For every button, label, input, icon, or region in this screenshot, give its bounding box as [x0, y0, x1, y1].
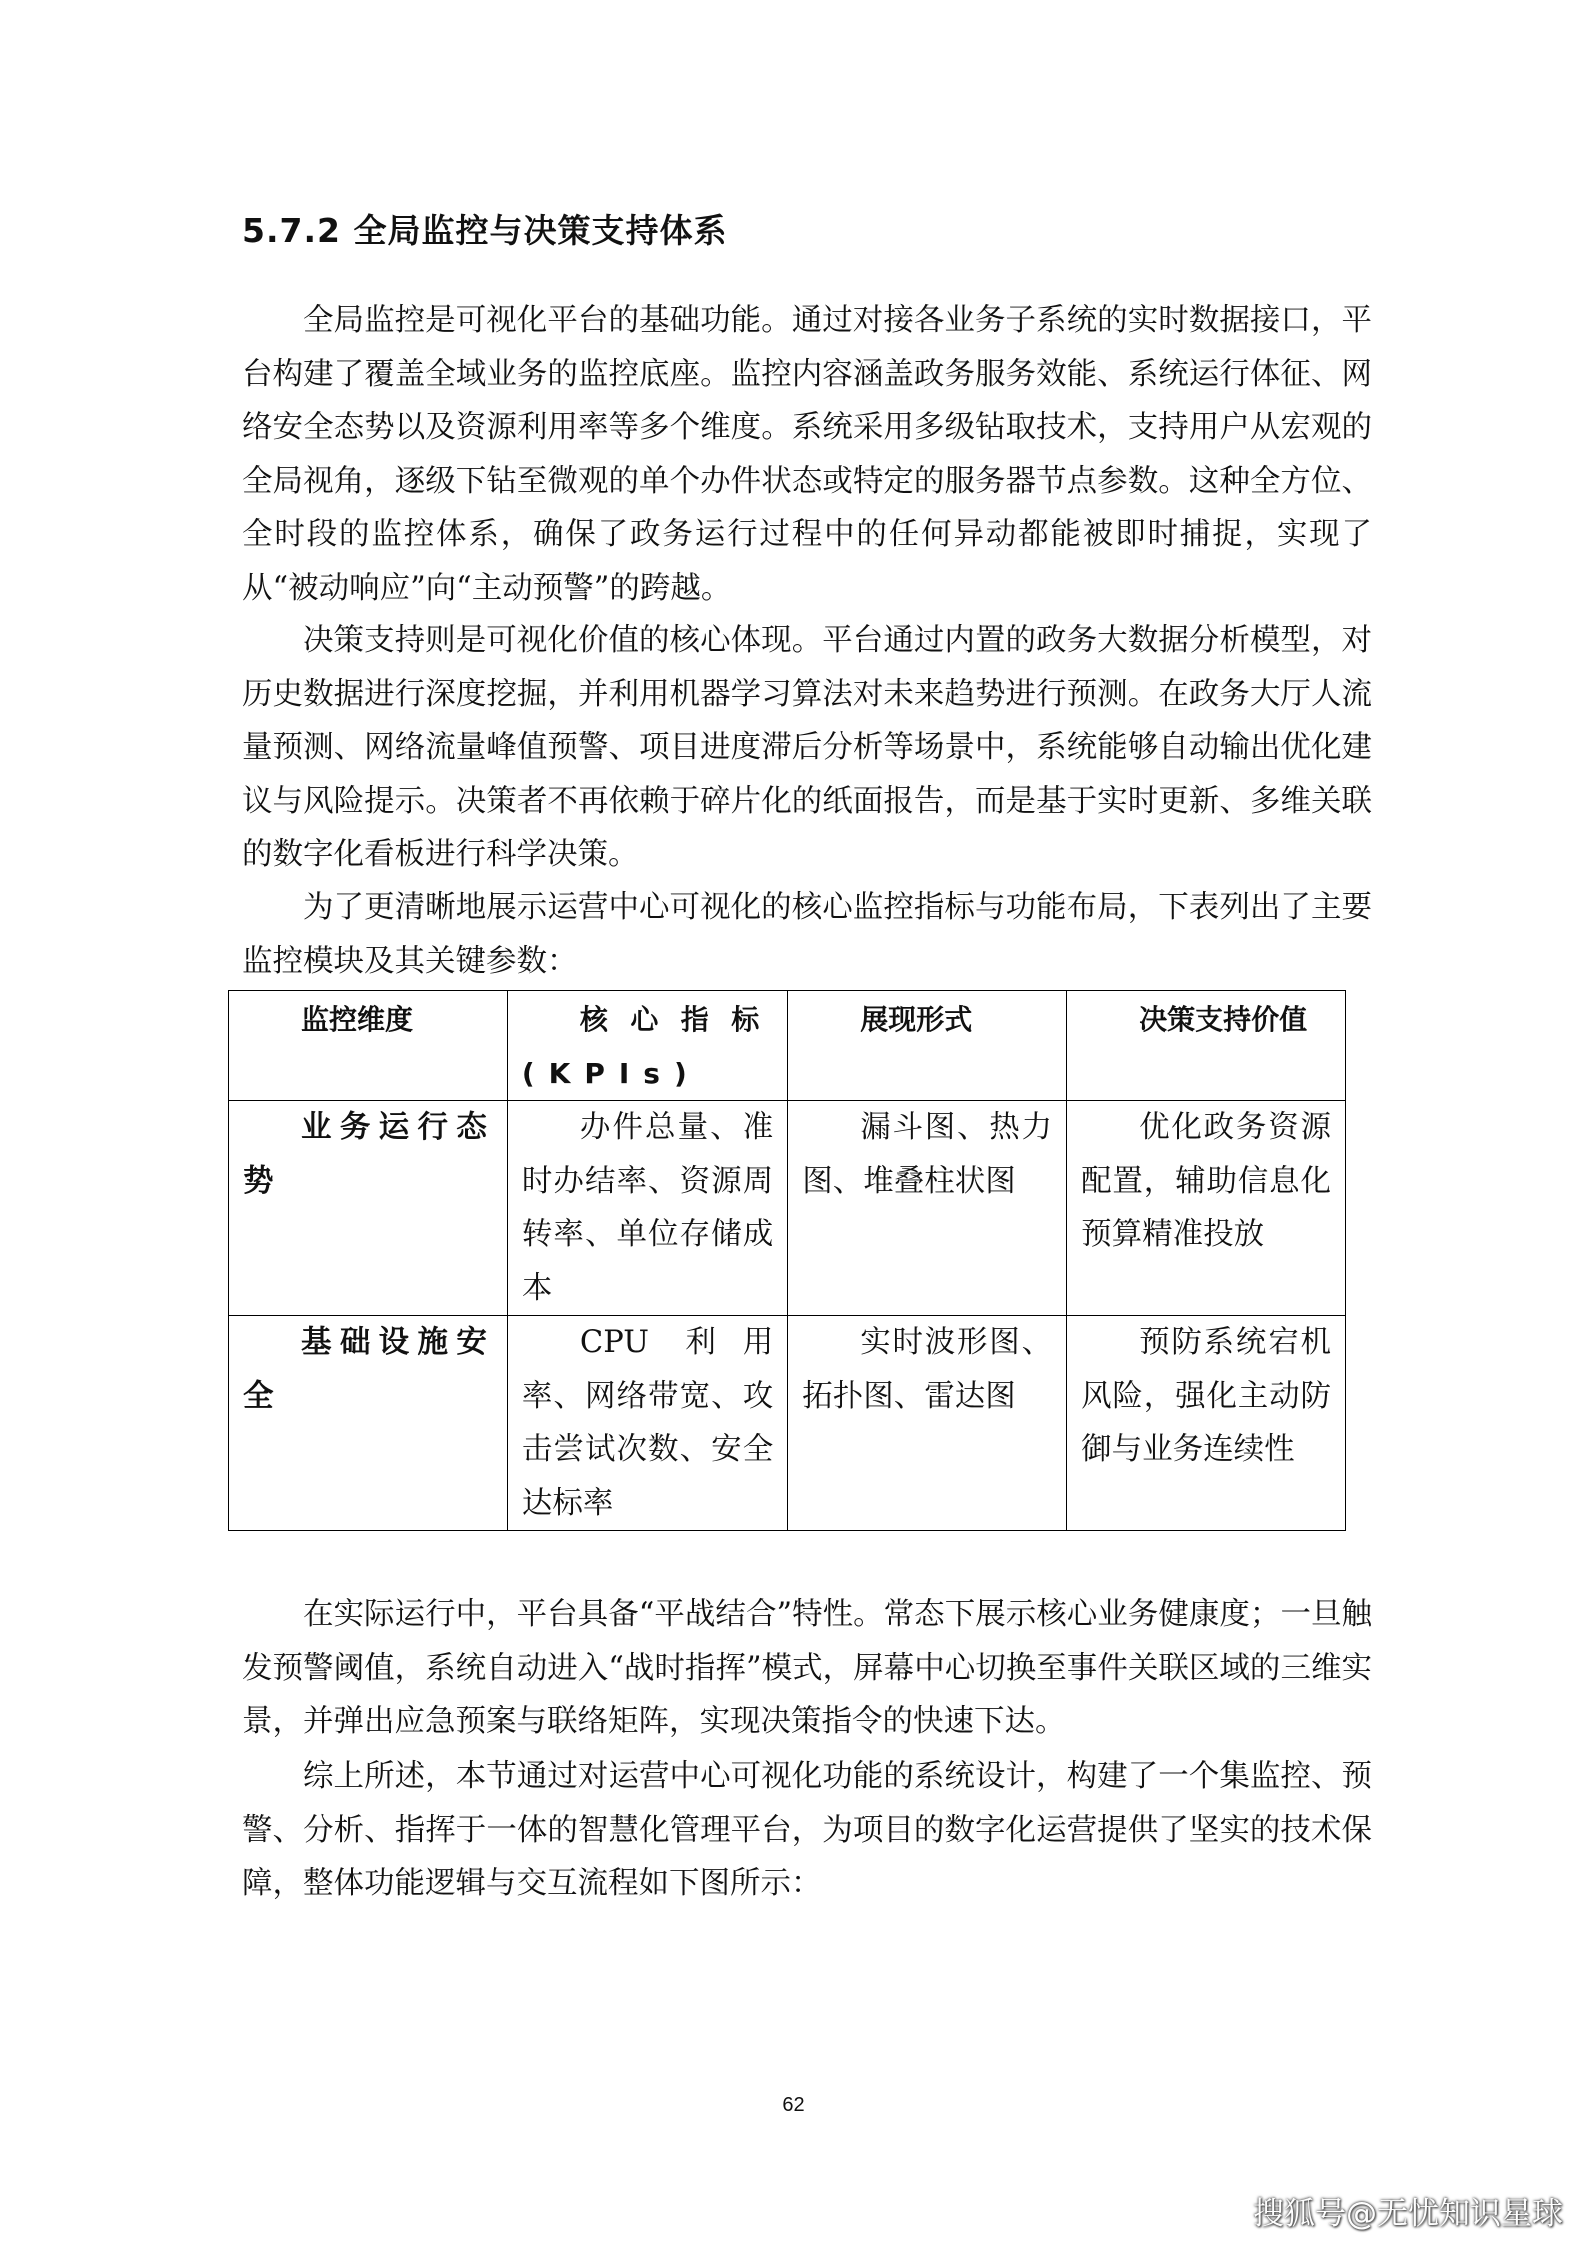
table-row [229, 1316, 1346, 1531]
table-header-cell: 展现形式 [788, 991, 1067, 1101]
table-header-row [229, 991, 1346, 1101]
table-cell: 办件总量、准时办结率、资源周转率、单位存储成本 [507, 1101, 787, 1316]
paragraph-runtime-mode: 在实际运行中，平台具备“平战结合”特性。常态下展示核心业务健康度；一旦触发预警阈值，系统自动进入“战时指挥”模式，屏幕中心切换至事件关联区域的三维实景，并弹出应急预案与联络矩阵，实现决策指令的快速下达。 [242, 1597, 1372, 1739]
table-header-cell: 监控维度 [229, 991, 508, 1101]
table-cell: 实时波形图、拓扑图、雷达图 [788, 1316, 1067, 1531]
watermark: 搜狐号@无忧知识星球 [1253, 2196, 1563, 2232]
table-cell: 漏斗图、热力图、堆叠柱状图 [788, 1101, 1067, 1316]
paragraph-summary: 综上所述，本节通过对运营中心可视化功能的系统设计，构建了一个集监控、预警、分析、指挥于一体的智慧化管理平台，为项目的数字化运营提供了坚实的技术保障，整体功能逻辑与交互流程如下图所示： [242, 1759, 1372, 1901]
table-header-cell: 决策支持价值 [1067, 991, 1346, 1101]
table-header-cell: 核心指标(KPIs) [507, 991, 787, 1101]
paragraph-monitoring: 全局监控是可视化平台的基础功能。通过对接各业务子系统的实时数据接口，平台构建了覆盖全域业务的监控底座。监控内容涵盖政务服务效能、系统运行体征、网络安全态势以及资源利用率等多个维度。系统采用多级钻取技术，支持用户从宏观的全局视角，逐级下钻至微观的单个办件状态或特定的服务器节点参数。这种全方位、全时段的监控体系，确保了政务运行过程中的任何异动都能被即时捕捉，实现了从“被动响应”向“主动预警”的跨越。 [242, 303, 1372, 606]
table-row [229, 1101, 1346, 1316]
kpi-table [228, 990, 1346, 1531]
paragraph-decision-support: 决策支持则是可视化价值的核心体现。平台通过内置的政务大数据分析模型，对历史数据进行深度挖掘，并利用机器学习算法对未来趋势进行预测。在政务大厅人流量预测、网络流量峰值预警、项目进度滞后分析等场景中，系统能够自动输出优化建议与风险提示。决策者不再依赖于碎片化的纸面报告，而是基于实时更新、多维关联的数字化看板进行科学决策。 [242, 623, 1372, 872]
table-cell: 预防系统宕机风险，强化主动防御与业务连续性 [1067, 1316, 1346, 1531]
table-cell-dimension: 业务运行态势 [229, 1101, 508, 1316]
paragraph-table-intro: 为了更清晰地展示运营中心可视化的核心监控指标与功能布局，下表列出了主要监控模块及其关键参数： [242, 890, 1372, 979]
table-cell: CPU 利用率、网络带宽、攻击尝试次数、安全达标率 [507, 1316, 787, 1531]
page-number: 62 [782, 2094, 805, 2116]
table-cell-dimension: 基础设施安全 [229, 1316, 508, 1531]
table-cell: 优化政务资源配置，辅助信息化预算精准投放 [1067, 1101, 1346, 1316]
section-heading: 5.7.2 全局监控与决策支持体系 [242, 211, 728, 250]
